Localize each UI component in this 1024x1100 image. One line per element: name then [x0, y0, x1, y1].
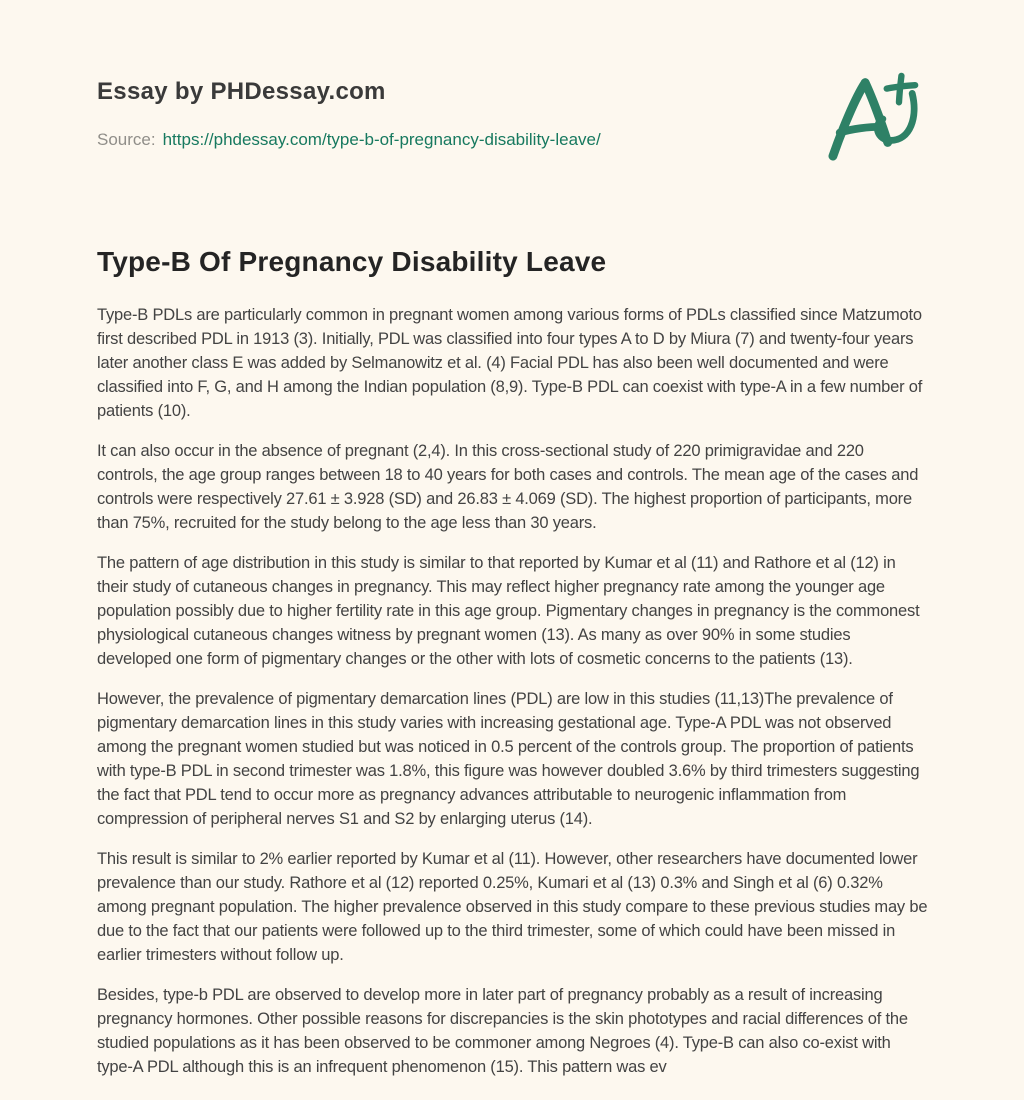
essay-paragraph-5: This result is similar to 2% earlier reported by Kumar et al (11). However, other researchers have documented lower prevalence than our study. Rathore et al (12) reported 0.25%, Kumari et al (13) 0.3% and Singh et al (6) 0.32% among pregnant population. The higher prevalence observed in this study compare to these previous studies may be due to the fact that our patients were followed up to the third trimester, some of which could have been missed in earlier trimesters without follow up. — [97, 850, 928, 965]
essay-paragraph-2: It can also occur in the absence of pregnant (2,4). In this cross-sectional study of 220 primigravidae and 220 controls, the age group ranges between 18 to 40 years for both cases and controls. The mean age of the cases and controls were respectively 27.61 ± 3.928 (SD) and 26.83 ± 4.069 (SD). The highest proportion of participants, more than 75%, recruited for the study belong to the age less than 30 years. — [97, 442, 919, 533]
source-label: Source: — [97, 130, 156, 149]
page-header — [97, 74, 928, 162]
essay-paragraph-1: Type-B PDLs are particularly common in pregnant women among various forms of PDLs classified since Matzumoto first described PDL in 1913 (3). Initially, PDL was classified into four types A to D by Miura (7) and twenty-four years later another class E was added by Selmanowitz et al. (4) Facial PDL has also been well documented and were classified into F, G, and H among the Indian population (8,9). Type-B PDL can coexist with type-A in a few number of patients (10). — [97, 306, 923, 421]
site-title: Essay by PHDessay.com — [97, 78, 386, 105]
essay-paragraph-6: Besides, type-b PDL are observed to develop more in later part of pregnancy probably as a result of increasing pregnancy hormones. Other possible reasons for discrepancies is the skin phototypes and racial differences of the studied populations as it has been observed to be commoner among Negroes (4). Type-B can also co-exist with type-A PDL although this is an infrequent phenomenon (15). This pattern was ev — [97, 986, 908, 1077]
essay-body — [97, 303, 928, 1079]
header-text-block — [97, 74, 601, 150]
aplus-logo-icon — [826, 70, 924, 162]
essay-paragraph-3: The pattern of age distribution in this study is similar to that reported by Kumar et al (11) and Rathore et al (12) in their study of cutaneous changes in pregnancy. This may reflect higher pregnancy rate among the younger age population possibly due to higher fertility rate in this age group. Pigmentary changes in pregnancy is the commonest physiological cutaneous changes witness by pregnant women (13). As many as over 90% in some studies developed one form of pigmentary changes or the other with lots of cosmetic concerns to the patients (13). — [97, 554, 920, 669]
essay-paragraph-4: However, the prevalence of pigmentary demarcation lines (PDL) are low in this studies (11,13)The prevalence of pigmentary demarcation lines in this study varies with increasing gestational age. Type-A PDL was not observed among the pregnant women studied but was noticed in 0.5 percent of the controls group. The proportion of patients with type-B PDL in second trimester was 1.8%, this figure was however doubled 3.6% by third trimesters suggesting the fact that PDL tend to occur more as pregnancy advances attributable to neurogenic inflammation from compression of peripheral nerves S1 and S2 by enlarging uterus (14). — [97, 690, 920, 829]
source-url-link[interactable]: https://phdessay.com/type-b-of-pregnancy-disability-leave/ — [162, 130, 601, 149]
source-line — [97, 130, 601, 150]
essay-title: Type-B Of Pregnancy Disability Leave — [97, 246, 607, 277]
